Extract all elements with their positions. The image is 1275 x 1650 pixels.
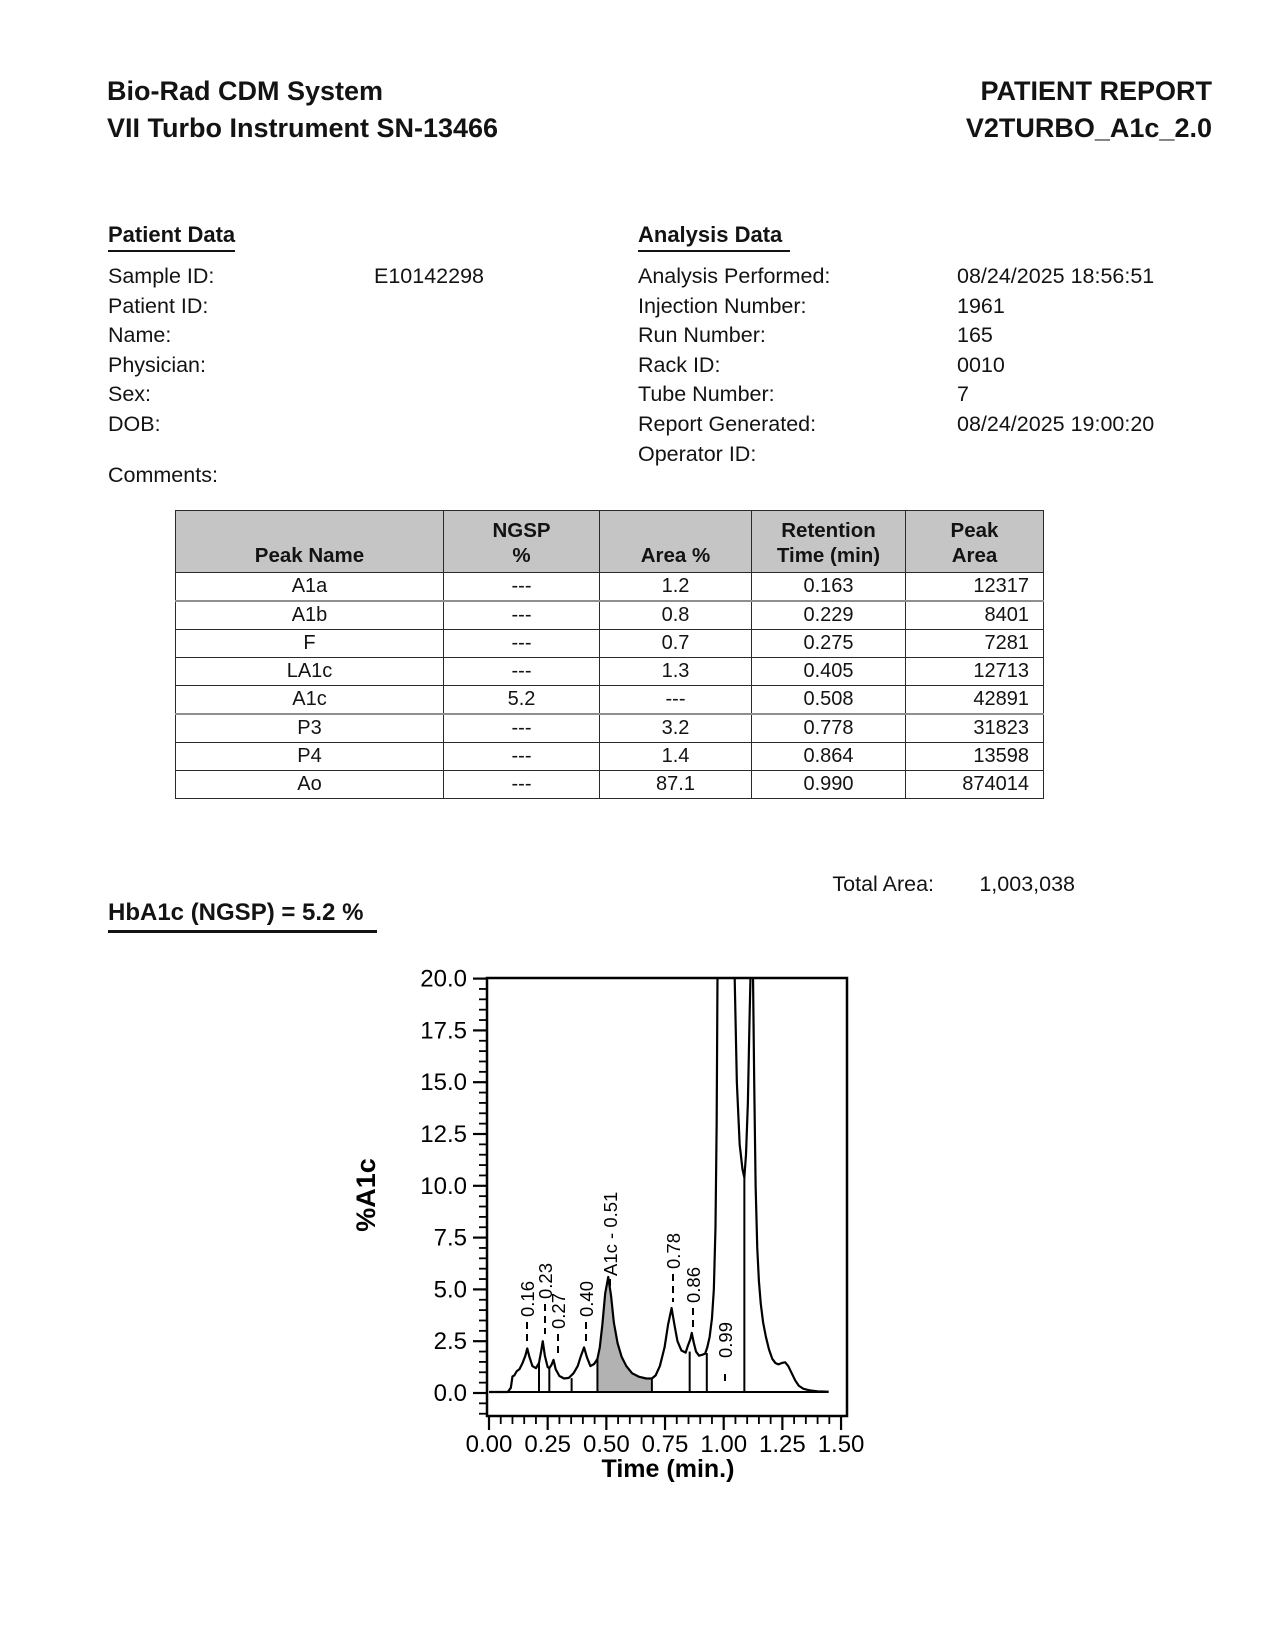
y-tick-label: 15.0: [420, 1069, 467, 1097]
column-header: Retention Time (min): [752, 511, 906, 573]
peak-label: A1c - 0.51: [600, 1191, 621, 1276]
field-label: Analysis Performed:: [638, 264, 831, 288]
y-axis-title: %A1c: [351, 1158, 381, 1232]
field-value: 165: [957, 323, 993, 348]
y-tick-label: 7.5: [433, 1224, 467, 1252]
table-cell: 0.864: [752, 743, 906, 771]
report-header: [966, 73, 1212, 147]
total-area-label: Total Area:: [832, 872, 934, 896]
table-row: [176, 743, 1044, 771]
table-cell: 87.1: [600, 771, 752, 799]
y-tick-label: 12.5: [420, 1121, 467, 1148]
field-label: Physician:: [108, 352, 206, 377]
field-value: 0010: [957, 352, 1005, 377]
field-value: 08/24/2025 19:00:20: [957, 411, 1155, 436]
peak-table: [175, 510, 1044, 799]
table-row: [176, 630, 1044, 658]
peak-table-header: [176, 511, 1044, 573]
table-cell: 0.275: [752, 630, 906, 658]
field-value: 08/24/2025 18:56:51: [957, 264, 1155, 288]
x-tick-label: 1.50: [817, 1431, 865, 1458]
plot-border: [487, 978, 847, 1416]
method-version: V2TURBO_A1c_2.0: [965, 113, 1212, 143]
field-label: Tube Number:: [638, 382, 775, 407]
x-tick-label: 0.25: [524, 1431, 572, 1458]
x-tick-label: 0.50: [582, 1431, 630, 1458]
peak-label: 0.99: [715, 1321, 736, 1358]
peak-label: 0.40: [576, 1280, 597, 1317]
field-row: [638, 292, 1154, 322]
y-tick-label: 17.5: [420, 1017, 467, 1045]
field-row: [638, 262, 1154, 292]
patient-data-fields: [108, 262, 484, 440]
table-cell: ---: [444, 658, 600, 686]
table-row: [176, 658, 1044, 686]
table-cell: 1.4: [600, 743, 752, 771]
y-tick-label: 20.0: [420, 965, 467, 993]
table-cell: ---: [444, 601, 600, 630]
field-row: [108, 351, 484, 381]
peak-label: 0.23: [535, 1262, 556, 1299]
table-cell: ---: [444, 771, 600, 799]
field-row: [108, 292, 484, 322]
field-value: 7: [957, 382, 969, 407]
field-row: [638, 351, 1154, 381]
table-cell: 42891: [906, 686, 1044, 715]
peak-label: 0.86: [683, 1266, 704, 1303]
chromatogram-trace: [489, 958, 829, 1392]
peak-label: 0.27: [548, 1292, 569, 1329]
table-cell: ---: [600, 686, 752, 715]
table-cell: A1b: [176, 601, 444, 630]
field-label: Sample ID:: [108, 264, 215, 288]
patient-data-title: Patient Data: [108, 222, 235, 252]
table-row: [176, 573, 1044, 602]
table-cell: LA1c: [176, 658, 444, 686]
y-tick-label: 2.5: [433, 1328, 467, 1356]
x-tick-label: 1.25: [759, 1431, 806, 1458]
field-label: Run Number:: [638, 323, 766, 348]
table-cell: 0.990: [752, 771, 906, 799]
table-cell: 12713: [906, 658, 1044, 686]
table-cell: ---: [444, 630, 600, 658]
table-cell: ---: [444, 743, 600, 771]
field-row: [108, 321, 484, 351]
table-cell: 0.8: [600, 601, 752, 630]
table-cell: 0.229: [752, 601, 906, 630]
table-row: [176, 714, 1044, 743]
table-cell: ---: [444, 714, 600, 743]
field-row: [108, 410, 484, 440]
table-cell: 3.2: [600, 714, 752, 743]
system-name: Bio-Rad CDM System: [107, 76, 384, 106]
field-label: Sex:: [108, 382, 152, 407]
table-cell: 1.2: [600, 573, 752, 602]
field-value: E10142298: [374, 264, 484, 288]
x-tick-label: 0.75: [641, 1431, 689, 1458]
field-label: Name:: [108, 323, 172, 348]
field-row: [108, 380, 484, 410]
peak-label: 0.16: [517, 1280, 538, 1317]
peak-label: 0.78: [663, 1232, 684, 1269]
table-cell: 0.778: [752, 714, 906, 743]
table-cell: 0.163: [752, 573, 906, 602]
table-cell: 0.405: [752, 658, 906, 686]
y-tick-label: 10.0: [420, 1172, 467, 1200]
column-header: Area %: [600, 511, 752, 573]
table-cell: 7281: [906, 630, 1044, 658]
column-header: Peak Area: [906, 511, 1044, 573]
table-cell: 1.3: [600, 658, 752, 686]
column-header: NGSP %: [444, 511, 600, 573]
y-tick-label: 5.0: [433, 1276, 467, 1304]
field-row: [108, 262, 484, 292]
field-row: [638, 440, 1154, 470]
field-label: Patient ID:: [108, 293, 209, 318]
field-label: Operator ID:: [638, 441, 757, 466]
table-cell: 31823: [906, 714, 1044, 743]
table-cell: A1c: [176, 686, 444, 715]
table-cell: 12317: [906, 573, 1044, 602]
analysis-data-fields: [638, 262, 1154, 469]
table-cell: A1a: [176, 573, 444, 602]
table-cell: Ao: [176, 771, 444, 799]
x-tick-label: 0.00: [465, 1431, 513, 1458]
table-row: [176, 686, 1044, 715]
table-cell: 874014: [906, 771, 1044, 799]
field-row: [638, 380, 1154, 410]
comments-label: Comments:: [108, 463, 218, 487]
field-label: Report Generated:: [638, 411, 817, 436]
y-tick-label: 0.0: [433, 1380, 467, 1407]
table-cell: 8401: [906, 601, 1044, 630]
hba1c-result: HbA1c (NGSP) = 5.2 %: [108, 899, 377, 933]
table-cell: P3: [176, 714, 444, 743]
table-cell: F: [176, 630, 444, 658]
x-axis-title: Time (min.): [601, 1455, 735, 1483]
field-label: Injection Number:: [638, 293, 807, 318]
instrument-serial: VII Turbo Instrument SN-13466: [107, 113, 499, 143]
table-row: [176, 771, 1044, 799]
report-title: PATIENT REPORT: [980, 76, 1212, 106]
table-row: [176, 601, 1044, 630]
peak-table-body: [176, 573, 1044, 799]
x-tick-label: 1.00: [700, 1431, 748, 1458]
table-cell: 0.7: [600, 630, 752, 658]
column-header: Peak Name: [176, 511, 444, 573]
instrument-header: [107, 73, 498, 147]
analysis-data-title: Analysis Data: [638, 222, 790, 252]
total-area-value: 1,003,038: [979, 872, 1075, 896]
table-cell: 0.508: [752, 686, 906, 715]
table-cell: 5.2: [444, 686, 600, 715]
a1c-shaded-area: [597, 1277, 651, 1393]
field-label: DOB:: [108, 411, 161, 436]
field-row: [638, 410, 1154, 440]
table-cell: P4: [176, 743, 444, 771]
field-value: 1961: [957, 293, 1005, 318]
table-cell: 13598: [906, 743, 1044, 771]
field-row: [638, 321, 1154, 351]
table-cell: ---: [444, 573, 600, 602]
field-label: Rack ID:: [638, 352, 721, 377]
